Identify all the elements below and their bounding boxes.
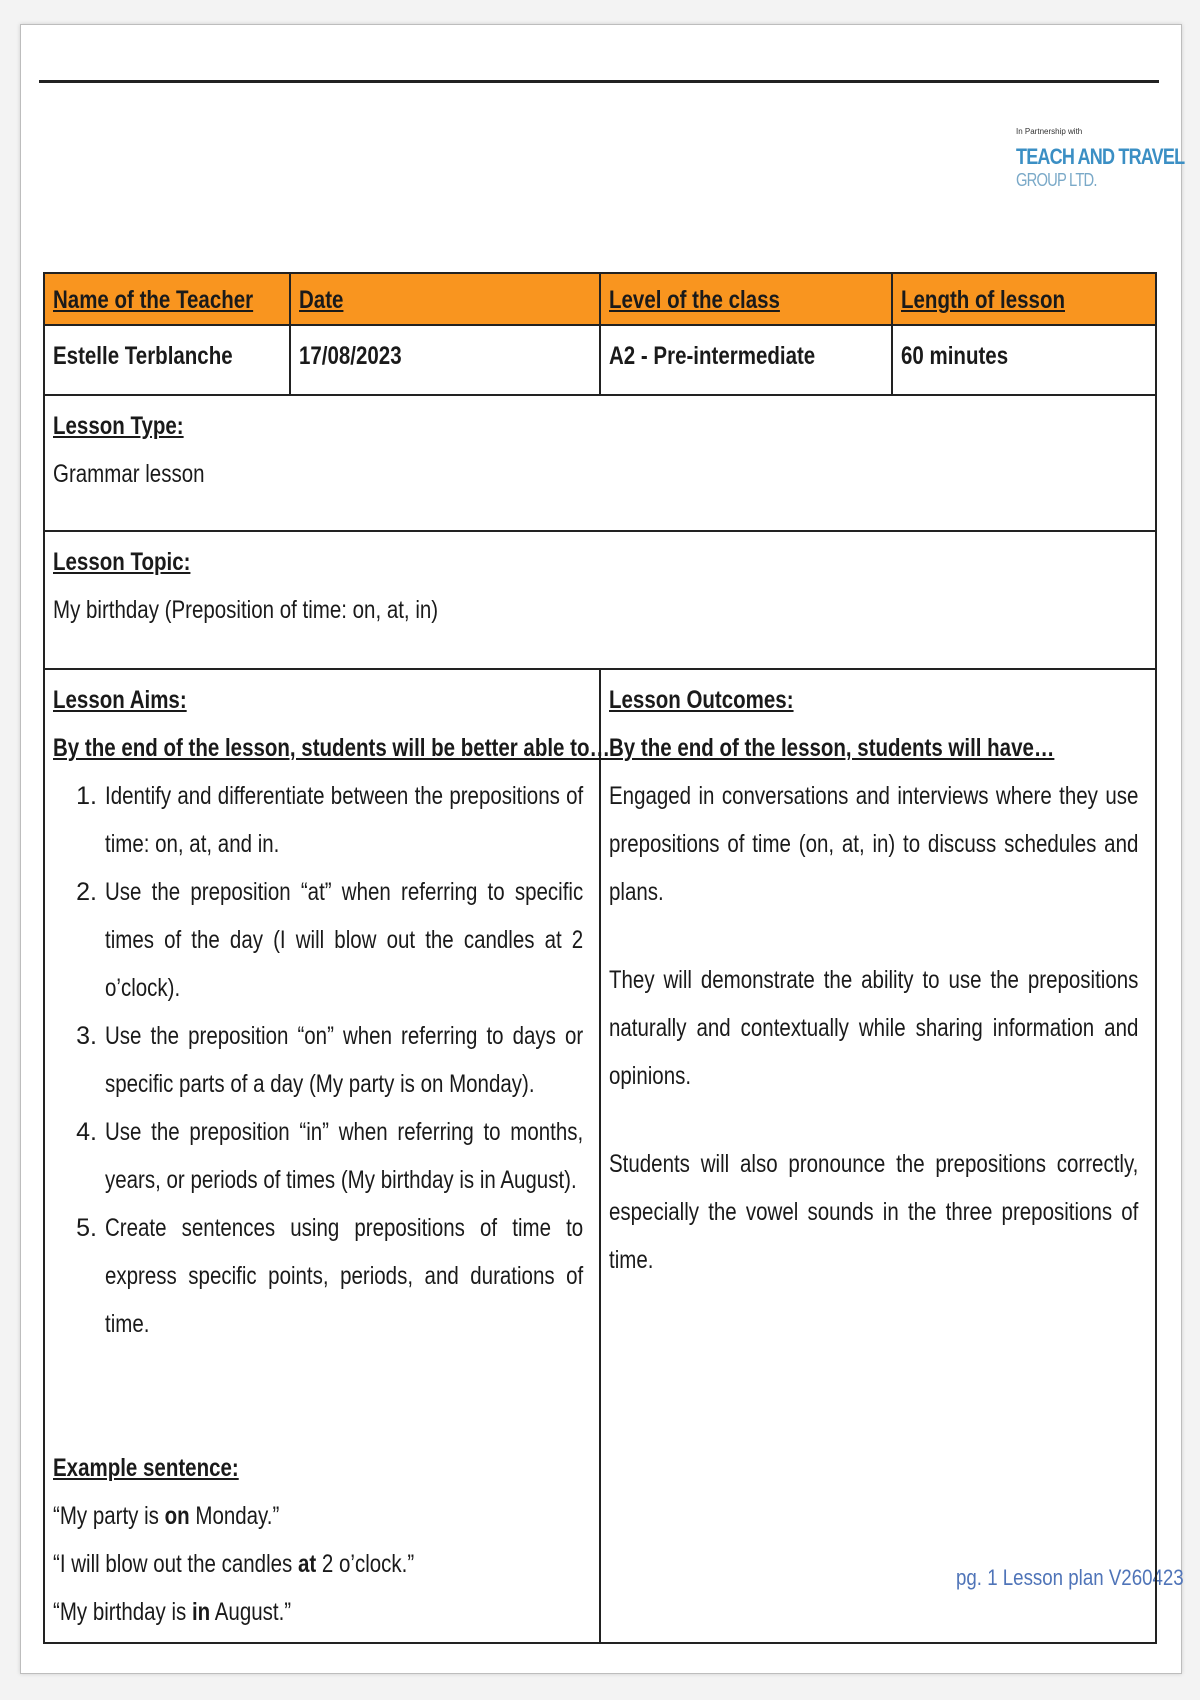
example-1-bold: on [164,1502,190,1530]
aims-cell [44,669,610,1643]
aim-text-2: Use the preposition “at” when referring to specific times of the day (I will blow out the candles at 2 o’clock). [105,878,584,1002]
top-rule [39,80,1159,83]
aim-number-3: 3. [76,1022,97,1050]
aim-item-1 [53,772,591,868]
lesson-type-value: Grammar lesson [53,460,205,488]
lesson-type-label: Lesson Type: [53,412,184,440]
example-sentence-2 [53,1540,414,1588]
length-header [892,273,1156,325]
aim-number-4: 4. [76,1118,97,1146]
outcomes-label: Lesson Outcomes: [609,686,794,714]
teacher-cell [44,325,290,395]
outcomes-intro: By the end of the lesson, students will have… [609,734,1055,762]
lesson-topic-value: My birthday (Preposition of time: on, at, in) [53,596,439,624]
page-footer: pg. 1 Lesson plan V260423 [956,1565,1184,1590]
example-1-pre: “My party is [53,1502,165,1530]
example-3-bold: in [191,1598,211,1626]
aim-item-4 [53,1108,591,1204]
example-3-pre: “My birthday is [53,1598,192,1626]
aims-list [53,772,591,1348]
outcomes-cell [600,669,1156,1643]
logo-tagline: In Partnership with [1016,127,1083,136]
length-value: 60 minutes [901,342,1009,370]
aim-number-5: 5. [76,1214,97,1242]
lesson-topic-cell [44,531,1156,669]
aim-text-1: Identify and differentiate between the prepositions of time: on, at, and in. [105,782,584,858]
aims-label: Lesson Aims: [53,686,187,714]
length-cell [892,325,1156,395]
logo-line-2: GROUP LTD. [1016,170,1097,190]
example-sentence-1 [53,1492,279,1540]
values-row [44,325,1156,395]
lesson-type-row [44,395,1156,531]
aim-item-2 [53,868,591,1012]
level-header-label: Level of the class [609,286,780,314]
lesson-plan-table [43,272,1157,1644]
date-header-label: Date [299,286,344,314]
example-sentence-3 [53,1588,291,1636]
example-1-post: Monday.” [189,1502,280,1530]
outcome-paragraph-1: Engaged in conversations and interviews where they use prepositions of time (on, at, in) to discuss schedules and plans. [609,782,1139,906]
lesson-type-cell [44,395,1156,531]
teacher-header [44,273,290,325]
aims-outcomes-row [44,669,1156,1643]
level-header [600,273,892,325]
teacher-value: Estelle Terblanche [53,342,233,370]
header-row [44,273,1156,325]
example-2-bold: at [297,1550,317,1578]
aim-text-4: Use the preposition “in” when referring to months, years, or periods of times (My birthday is in August). [105,1118,584,1194]
lesson-topic-label: Lesson Topic: [53,548,191,576]
example-2-post: 2 o’clock.” [316,1550,415,1578]
teacher-header-label: Name of the Teacher [53,286,254,314]
outcome-paragraph-2: They will demonstrate the ability to use the prepositions naturally and contextually while sharing information and opinions. [609,966,1139,1090]
example-3-post: August.” [210,1598,292,1626]
logo-line-1: TEACH AND TRAVEL [1016,144,1185,169]
date-value: 17/08/2023 [299,342,402,370]
date-header [290,273,600,325]
aim-number-1: 1. [76,782,97,810]
level-value: A2 - Pre-intermediate [609,342,816,370]
aim-item-3 [53,1012,591,1108]
length-header-label: Length of lesson [901,286,1065,314]
aim-item-5 [53,1204,591,1348]
example-2-pre: “I will blow out the candles [53,1550,298,1578]
example-label: Example sentence: [53,1454,239,1482]
date-cell [290,325,600,395]
aim-number-2: 2. [76,878,97,906]
partner-logo [1016,127,1185,191]
level-cell [600,325,892,395]
aims-intro: By the end of the lesson, students will be better able to… [53,734,610,762]
aim-text-3: Use the preposition “on” when referring to days or specific parts of a day (My party is on Monday). [105,1022,584,1098]
aim-text-5: Create sentences using prepositions of time to express specific points, periods, and durations of time. [105,1214,584,1338]
lesson-topic-row [44,531,1156,669]
outcome-paragraph-3: Students will also pronounce the prepositions correctly, especially the vowel sounds in the three prepositions of time. [609,1150,1139,1274]
